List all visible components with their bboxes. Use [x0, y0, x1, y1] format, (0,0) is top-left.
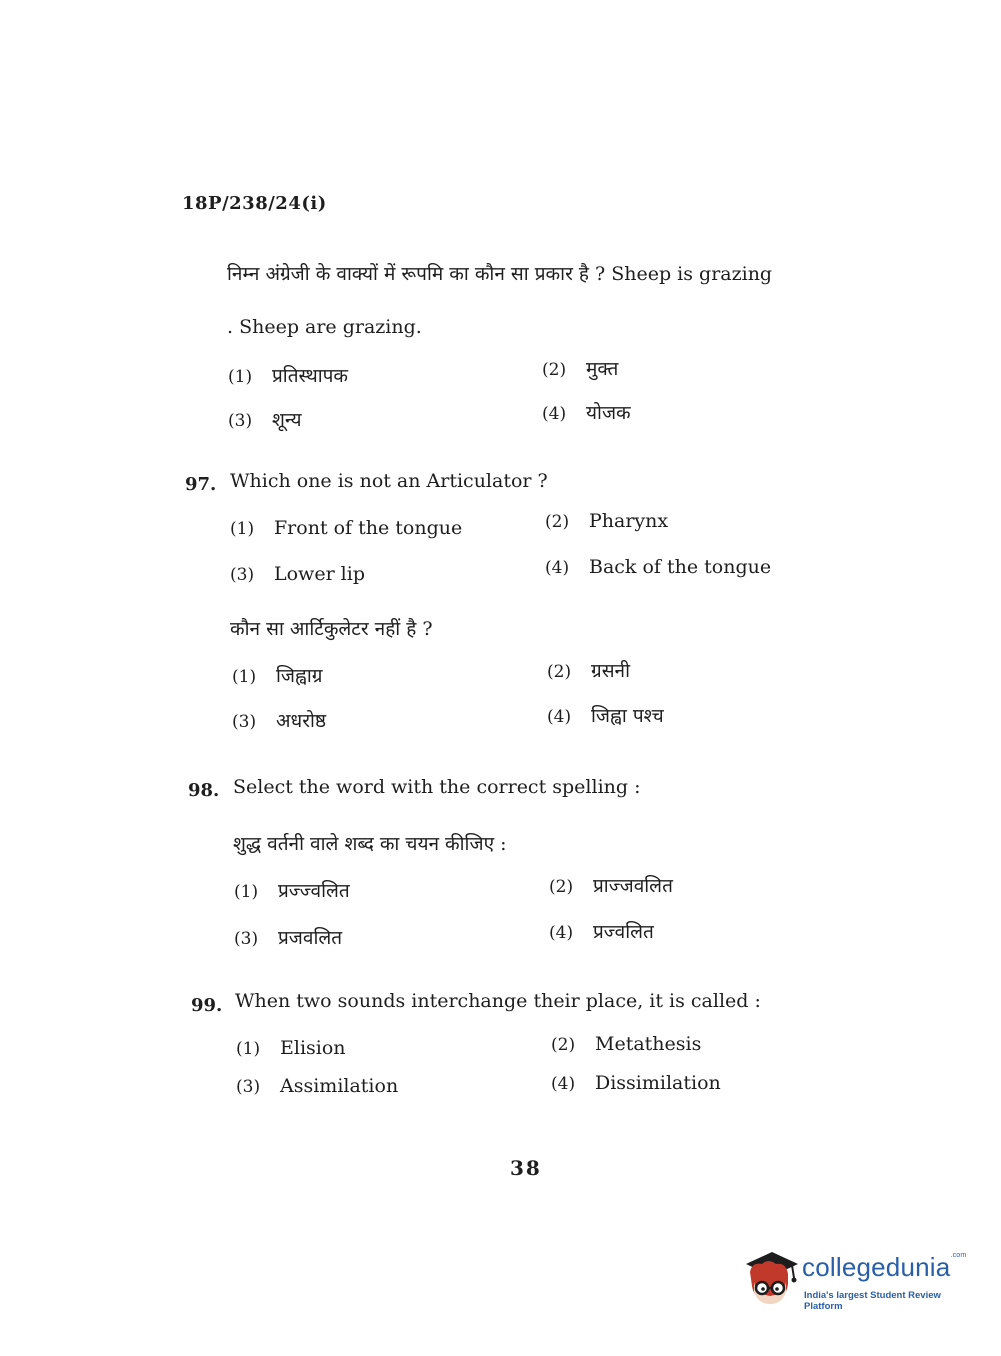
option-text: जिह्वा पश्च: [591, 705, 664, 727]
q96-option-4: [542, 399, 631, 425]
option-text: Metathesis: [595, 1033, 702, 1055]
option-text: प्रतिस्थापक: [272, 365, 349, 387]
option-text: Pharynx: [589, 510, 669, 532]
q96-option-1: [228, 362, 348, 388]
q97-hindi-option-3: [232, 707, 326, 733]
option-text: शून्य: [272, 409, 302, 431]
option-number: (4): [545, 558, 570, 578]
option-text: Front of the tongue: [274, 517, 463, 539]
q98-option-2: [549, 872, 673, 898]
q97-option-3: [230, 563, 365, 585]
q97-option-1: [230, 517, 462, 539]
option-number: (4): [549, 923, 574, 943]
collegedunia-logo: [742, 1248, 972, 1316]
option-number: (2): [545, 512, 570, 532]
option-text: Elision: [280, 1037, 346, 1059]
option-number: (2): [549, 877, 574, 897]
option-number: (3): [228, 411, 253, 431]
q97-hindi-option-2: [547, 657, 630, 683]
q99-number: 99.: [191, 995, 223, 1016]
option-text: मुक्त: [586, 358, 619, 380]
option-number: (2): [551, 1035, 576, 1055]
q98-hindi-text: शुद्ध वर्तनी वाले शब्द का चयन कीजिए :: [233, 833, 507, 855]
option-number: (4): [551, 1074, 576, 1094]
q97-option-4: [545, 556, 771, 578]
brand-tagline: India's largest Student Review Platform: [804, 1290, 941, 1312]
q98-text: Select the word with the correct spelling :: [233, 776, 641, 798]
option-text: प्राज्जवलित: [593, 875, 673, 897]
q98-number: 98.: [188, 780, 220, 801]
student-mascot-icon: [742, 1248, 800, 1310]
paper-code: 18P/238/24(i): [182, 193, 327, 214]
option-number: (2): [542, 360, 567, 380]
q99-text: When two sounds interchange their place, it is called :: [235, 990, 761, 1012]
brand-domain: .com: [950, 1252, 967, 1259]
q96-option-2: [542, 355, 618, 381]
option-text: Lower lip: [274, 563, 366, 585]
q99-option-4: [551, 1072, 721, 1094]
option-text: प्रज्वलित: [593, 921, 654, 943]
option-number: (3): [230, 565, 255, 585]
brand-text: collegedunia: [802, 1252, 951, 1282]
option-number: (1): [230, 519, 255, 539]
q96-hindi-line2: . Sheep are grazing.: [227, 316, 422, 338]
q98-option-4: [549, 918, 654, 944]
option-text: Assimilation: [280, 1075, 399, 1097]
q96-option-3: [228, 406, 302, 432]
option-text: प्रजवलित: [278, 927, 343, 949]
option-number: (1): [228, 367, 253, 387]
option-number: (2): [547, 662, 572, 682]
q97-hindi-option-1: [232, 662, 323, 688]
q96-hindi-line1: निम्न अंग्रेजी के वाक्यों में रूपमि का कौन सा प्रकार है ? Sheep is grazing: [227, 263, 773, 285]
option-text: ग्रसनी: [591, 660, 631, 682]
q98-option-1: [234, 877, 350, 903]
q97-text: Which one is not an Articulator ?: [230, 470, 548, 492]
q99-option-3: [236, 1075, 398, 1097]
option-text: Back of the tongue: [589, 556, 772, 578]
option-number: (4): [542, 404, 567, 424]
q97-option-2: [545, 510, 668, 532]
option-number: (1): [236, 1039, 261, 1059]
option-number: (3): [234, 929, 259, 949]
option-number: (1): [234, 882, 259, 902]
q99-option-1: [236, 1037, 346, 1059]
option-text: जिह्वाग्र: [276, 665, 323, 687]
brand-name: [802, 1252, 966, 1283]
option-number: (3): [232, 712, 257, 732]
option-number: (1): [232, 667, 257, 687]
page-number: 38: [510, 1156, 542, 1180]
option-text: योजक: [586, 402, 631, 424]
option-number: (3): [236, 1077, 261, 1097]
q98-option-3: [234, 924, 342, 950]
option-number: (4): [547, 707, 572, 727]
q97-hindi-option-4: [547, 702, 664, 728]
option-text: Dissimilation: [595, 1072, 721, 1094]
q99-option-2: [551, 1033, 701, 1055]
option-text: प्रज्ज्वलित: [278, 880, 350, 902]
q97-number: 97.: [185, 474, 217, 495]
option-text: अधरोष्ठ: [276, 710, 327, 732]
q97-hindi-text: कौन सा आर्टिकुलेटर नहीं है ?: [230, 618, 433, 640]
